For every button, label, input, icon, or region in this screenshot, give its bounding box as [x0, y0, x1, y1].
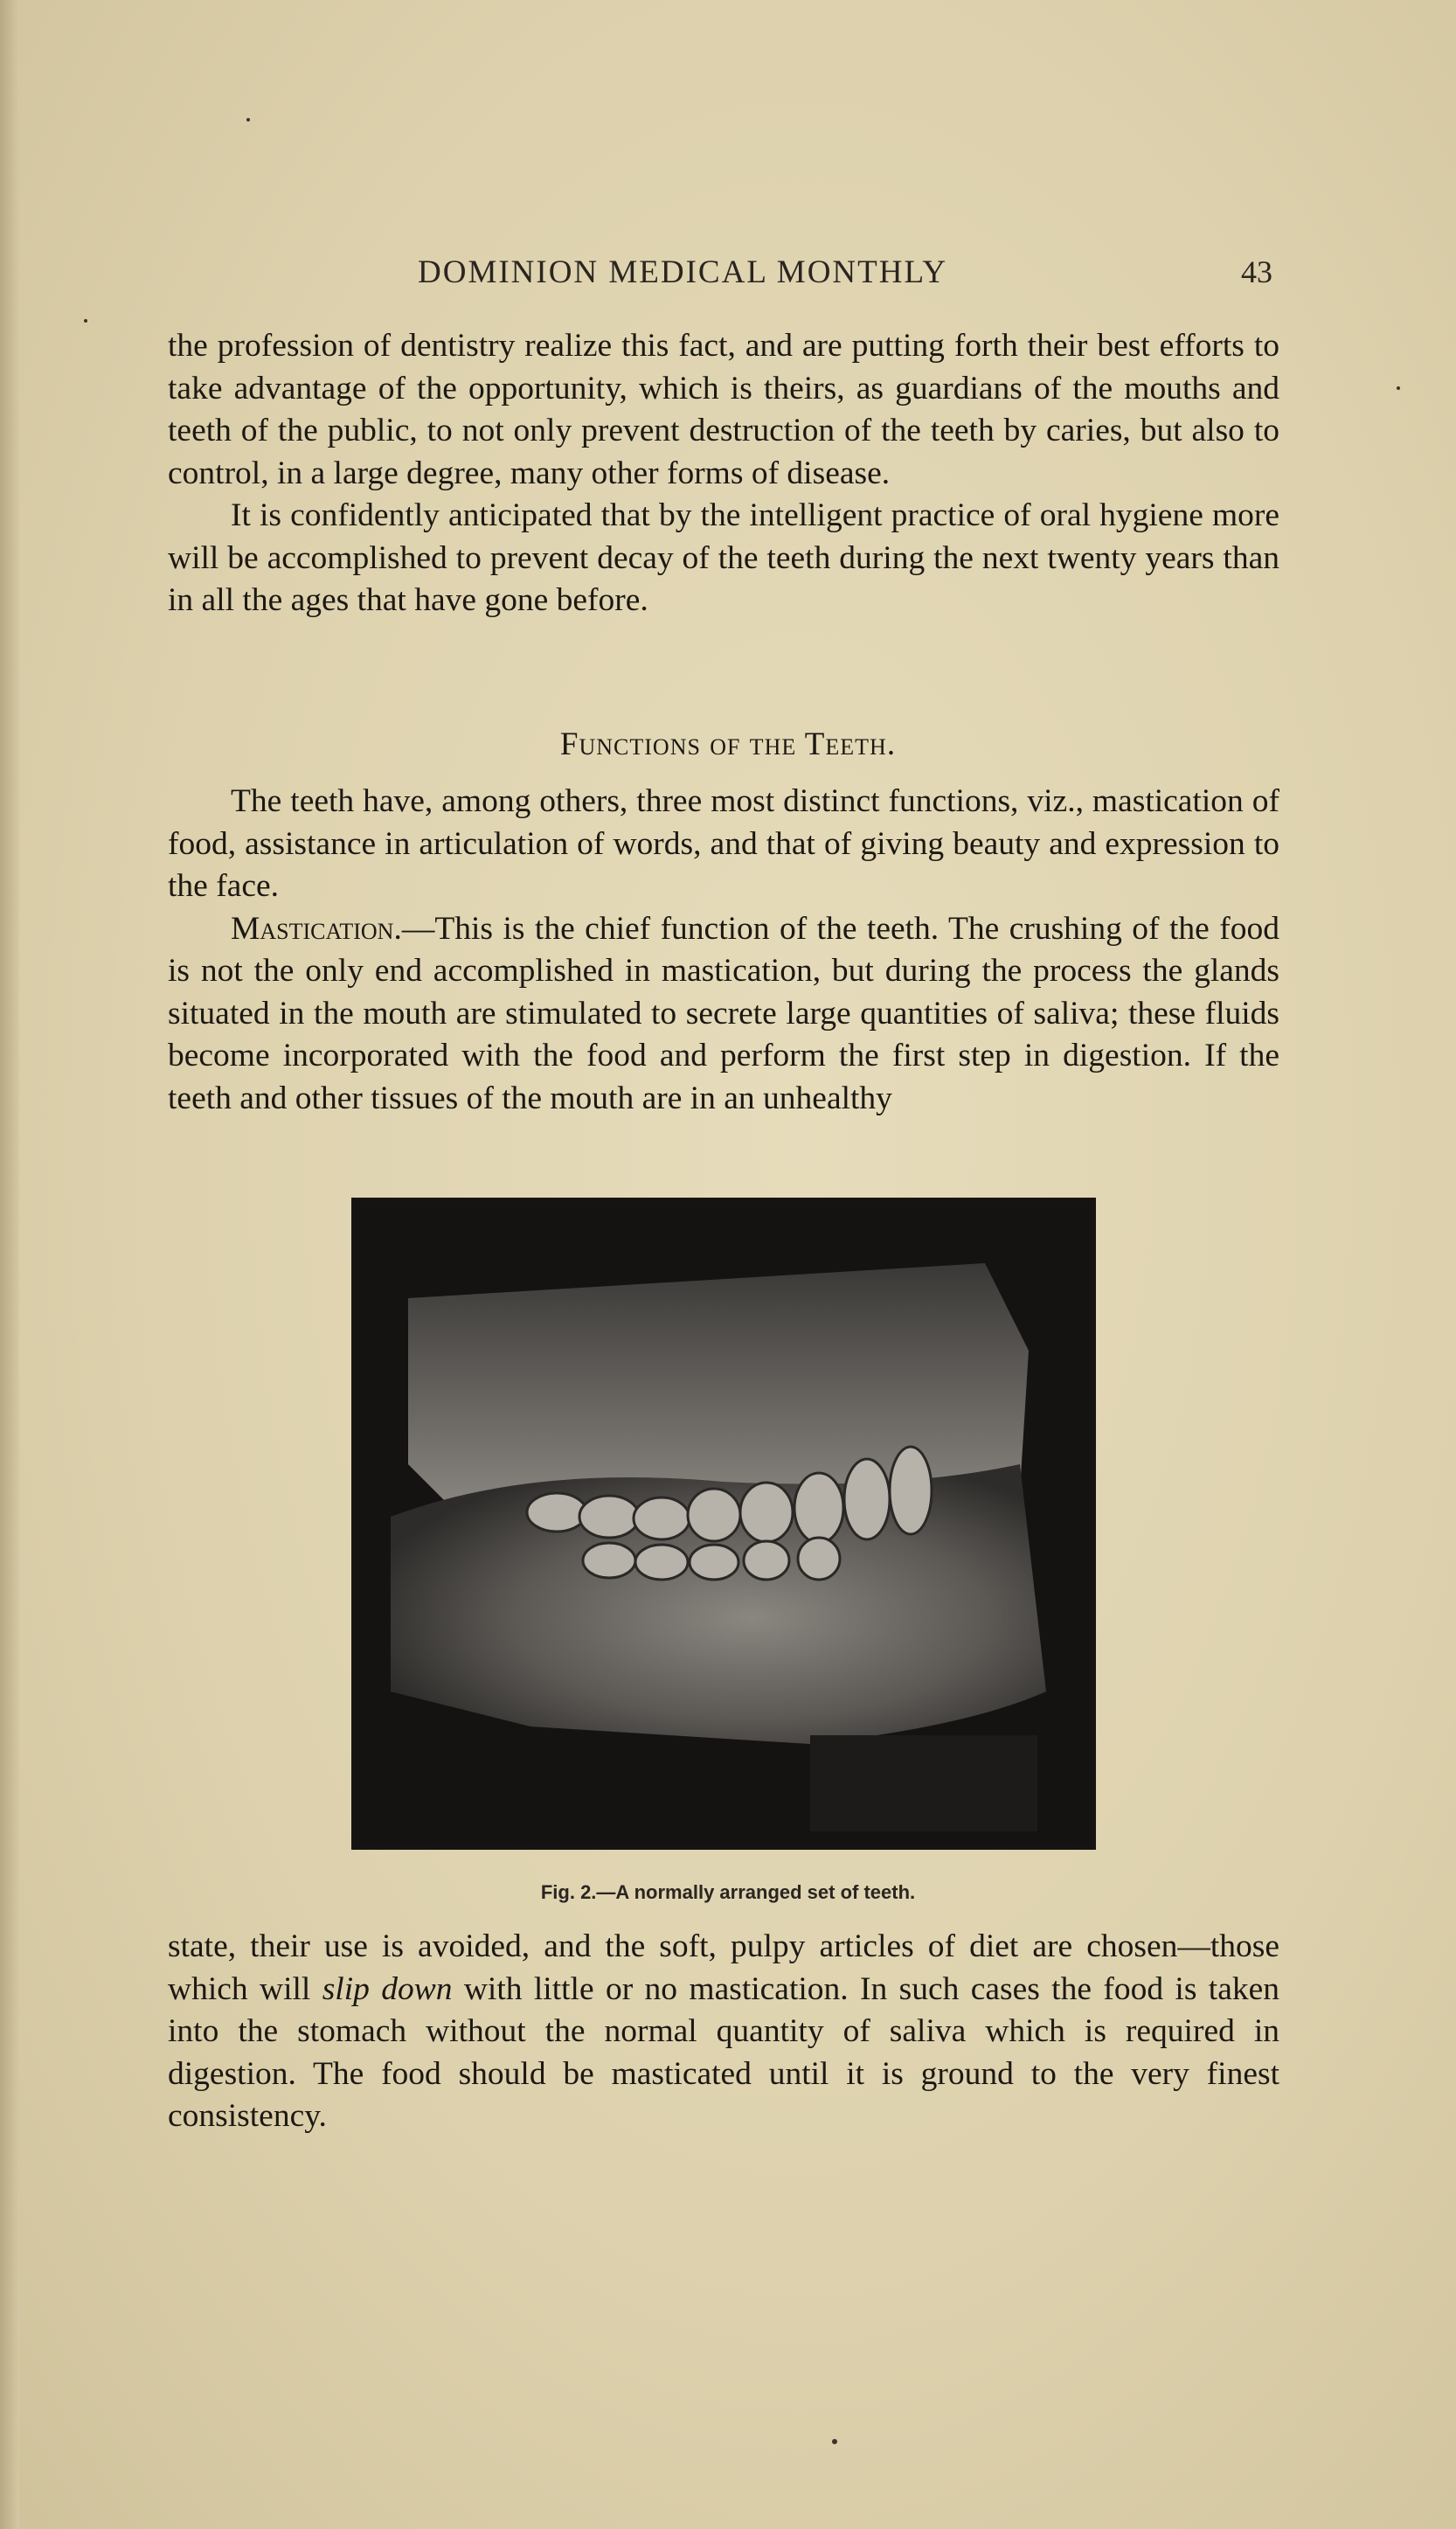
- paragraph-4-label: Mastication.: [231, 910, 402, 947]
- paragraph-3: The teeth have, among others, three most distinct functions, viz., mastication of food, assistance in articulation of words, and that of giving beauty and expression to the face.: [168, 783, 1279, 904]
- paragraph-2: It is confidently anticipated that by the intelligent practice of oral hygiene more will be accomplished to prevent decay of the teeth during the next twenty years than in all the ages that have gone before.: [168, 497, 1279, 618]
- paper-speck: [246, 118, 250, 122]
- paper-speck: [84, 319, 87, 323]
- figure-photo: [351, 1198, 1096, 1850]
- text-block-top: [168, 325, 1279, 622]
- section-heading: Functions of the Teeth.: [559, 726, 897, 762]
- paragraph-4-text: —This is the chief function of the teeth. The crushing of the food is not the only end accomplished in mastication, but during the process the glands situated in the mouth are stimulated to secrete large quantities of saliva; these fluids become incorporated with the food and perform the first step in digestion. If the teeth and other tissues of the mouth are in an unhealthy: [168, 910, 1279, 1116]
- paper-speck: [832, 2439, 837, 2444]
- paragraph-1: the profession of dentistry realize this fact, and are putting forth their best efforts to take advantage of the opportunity, which is theirs, as guardians of the mouths and teeth of the public, to not only prevent destruction of the teeth by caries, but also to control, in a large degree, many other forms of disease.: [168, 328, 1279, 491]
- paragraph-5-start: state, their use is avoided, and the soft, pulpy articles of diet are chosen—those which will: [168, 1928, 1279, 2007]
- page-header: [0, 254, 1456, 297]
- page-gutter: [0, 0, 19, 2529]
- text-block-middle: [168, 781, 1279, 1120]
- figure-caption: Fig. 2.—A normally arranged set of teeth.: [540, 1881, 916, 1903]
- running-title: DOMINION MEDICAL MONTHLY: [418, 254, 948, 290]
- teeth-model-image: [356, 1202, 1092, 1845]
- paragraph-4: [168, 908, 1279, 1121]
- paragraph-5-end: with little or no mastication. In such cases the food is taken into the stomach without the normal quantity of saliva which is required in digestion. The food should be masticated until it is ground to the very finest consistency.: [168, 1970, 1279, 2134]
- paragraph-5: [168, 1926, 1279, 2138]
- paragraph-5-italic: slip down: [322, 1970, 453, 2007]
- paper-speck: [1397, 386, 1400, 390]
- page-number: 43: [1241, 254, 1272, 289]
- text-block-bottom: [168, 1926, 1279, 2138]
